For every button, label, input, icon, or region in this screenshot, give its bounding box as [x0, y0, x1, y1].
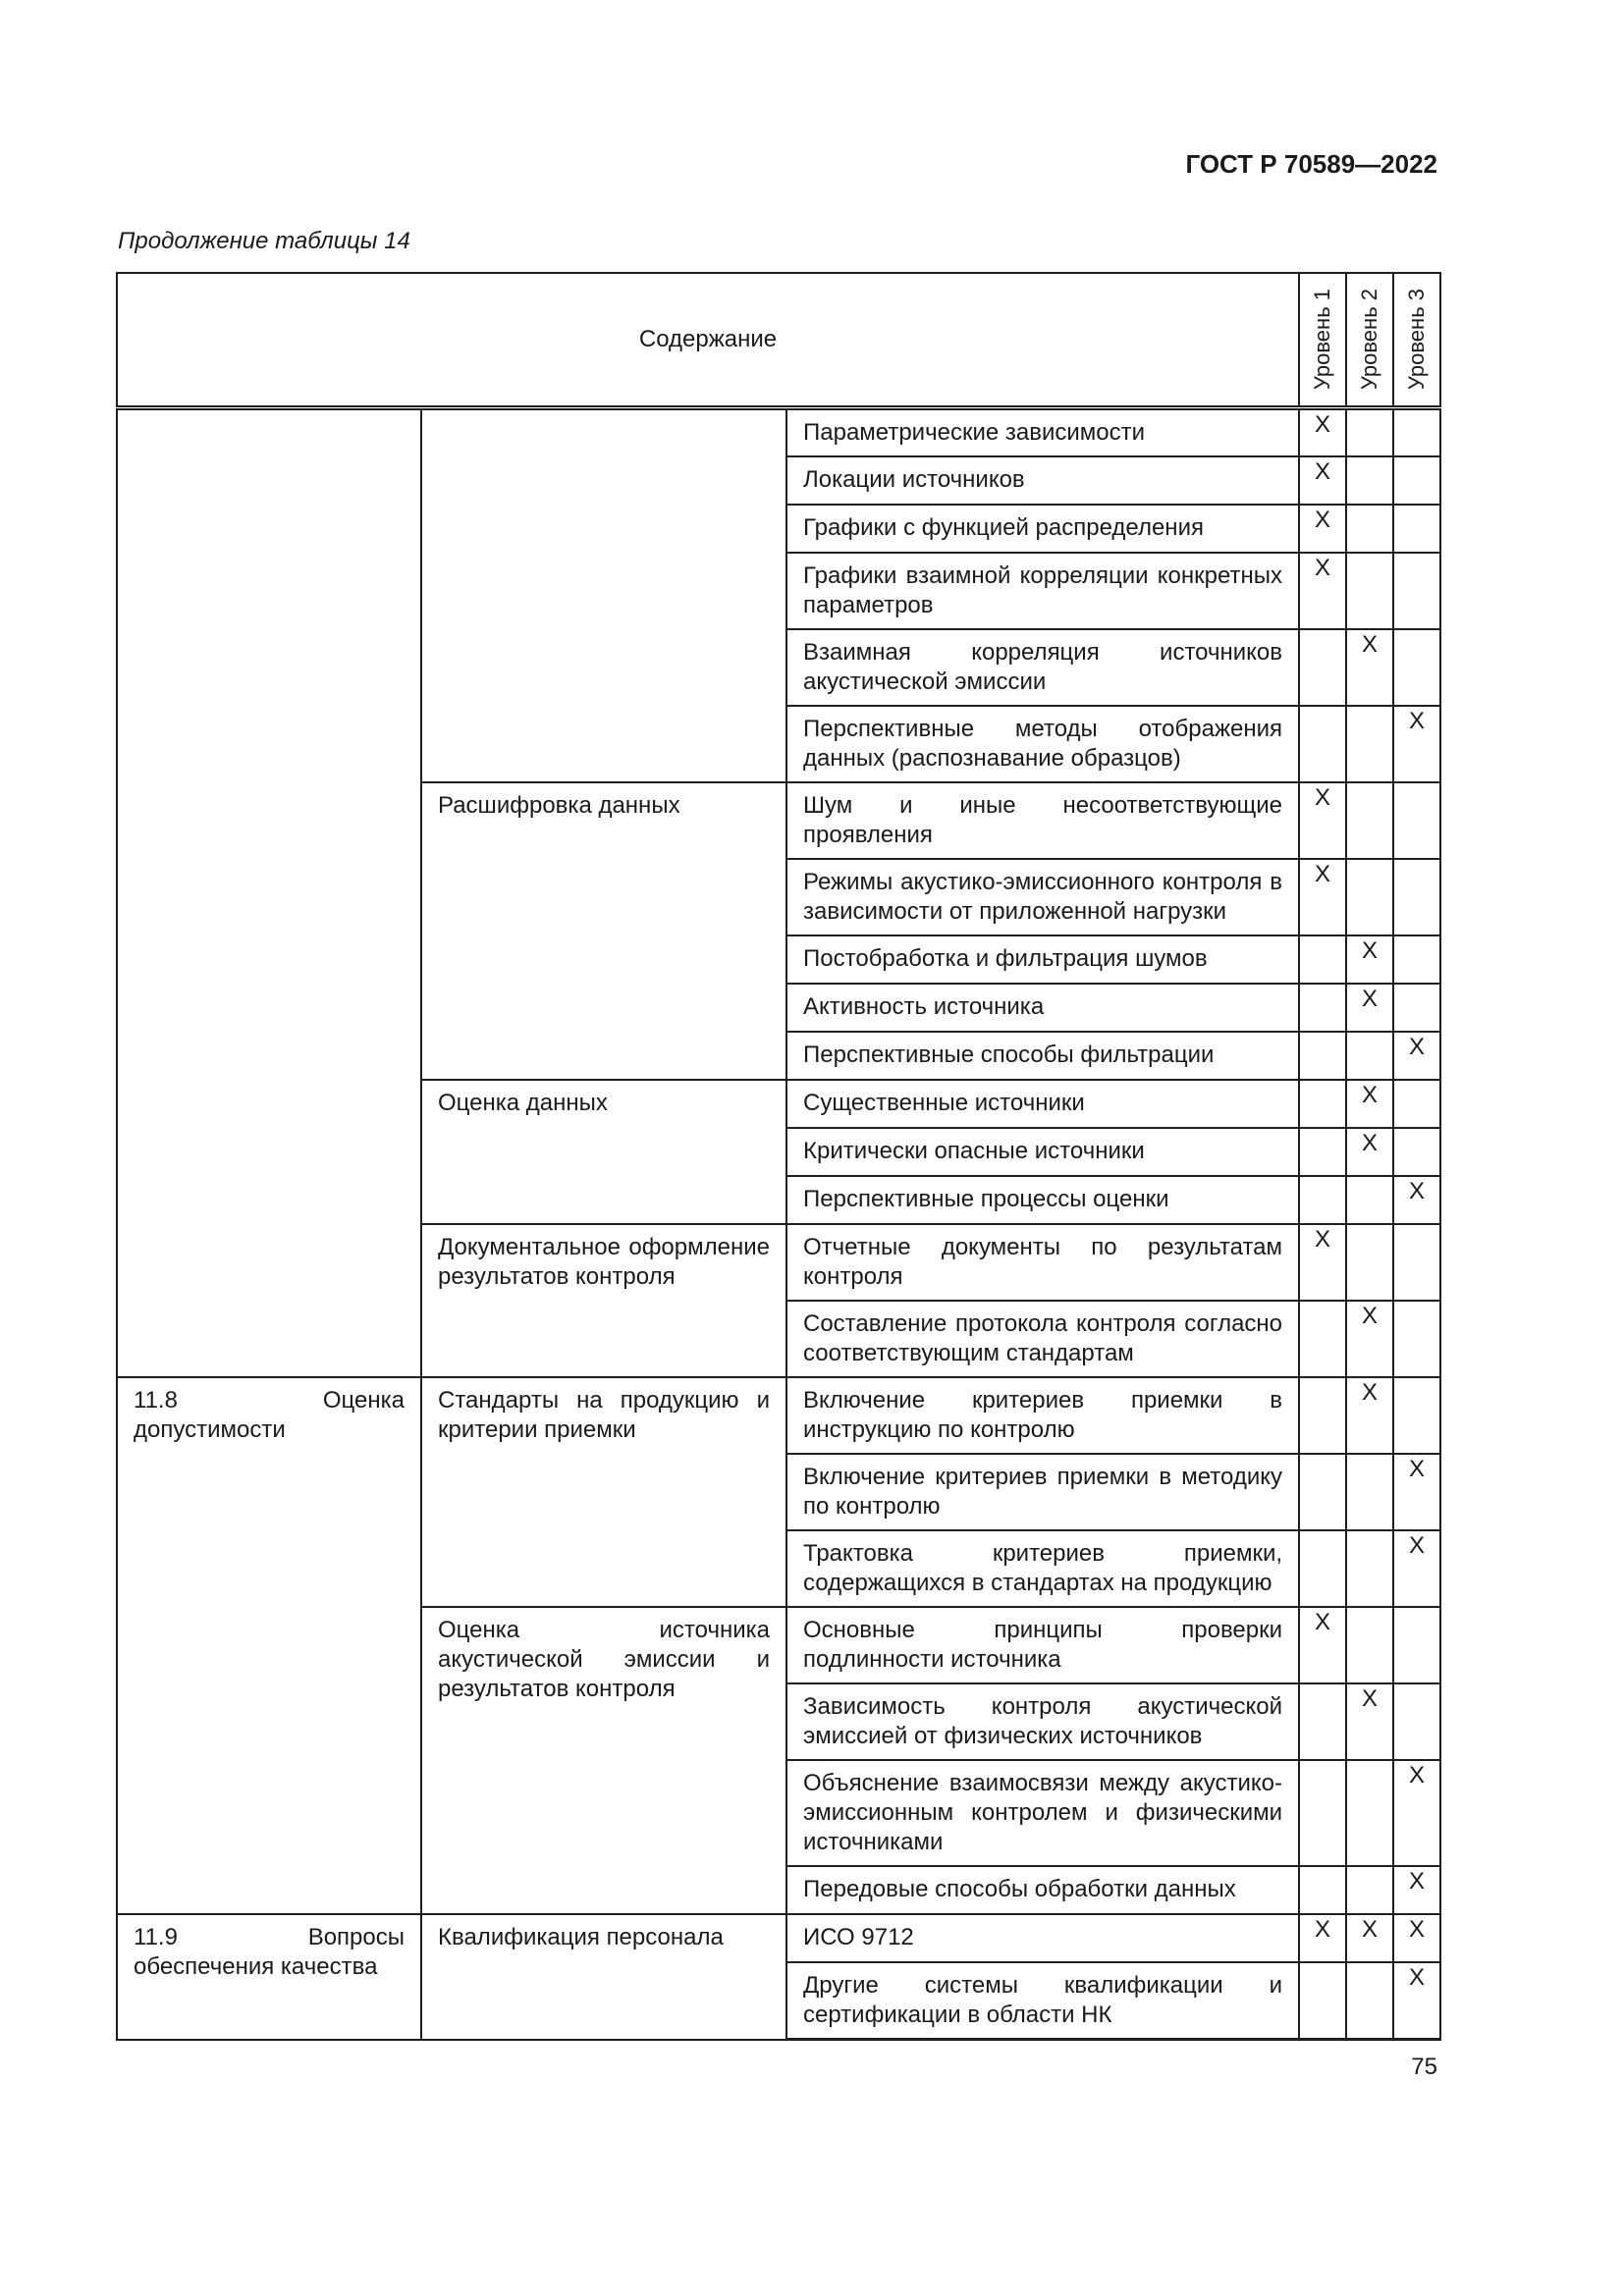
subsection-cell: Документальное оформление результатов контроля: [421, 1224, 786, 1377]
table-row: [117, 408, 1440, 457]
level-1-mark: [1299, 1760, 1346, 1866]
level-2-mark: X: [1346, 1377, 1393, 1454]
level-2-mark: [1346, 505, 1393, 553]
level-3-mark: [1393, 1301, 1440, 1377]
level-1-mark: [1299, 1454, 1346, 1530]
item-cell: Составление протокола контроля согласно соответствующим стандартам: [786, 1301, 1299, 1377]
item-cell: Постобработка и фильтрация шумов: [786, 935, 1299, 984]
level-1-mark: [1299, 1962, 1346, 2040]
level-2-mark: X: [1346, 1301, 1393, 1377]
level-1-mark: X: [1299, 782, 1346, 859]
level-2-mark: [1346, 1866, 1393, 1914]
level-3-mark: [1393, 408, 1440, 457]
level-3-mark: [1393, 629, 1440, 706]
item-cell: Существенные источники: [786, 1080, 1299, 1128]
level-1-label: Уровень 1: [1310, 289, 1335, 391]
level-3-mark: [1393, 859, 1440, 935]
level-2-mark: [1346, 408, 1393, 457]
level-2-mark: [1346, 782, 1393, 859]
level-2-mark: [1346, 1530, 1393, 1607]
item-cell: ИСО 9712: [786, 1914, 1299, 1962]
level-3-label: Уровень 3: [1404, 289, 1430, 391]
level-2-mark: [1346, 1032, 1393, 1080]
level-1-mark: [1299, 1032, 1346, 1080]
level-1-mark: X: [1299, 1914, 1346, 1962]
level-3-mark: [1393, 505, 1440, 553]
level-1-mark: X: [1299, 859, 1346, 935]
level-1-mark: X: [1299, 1607, 1346, 1683]
level-1-mark: [1299, 1377, 1346, 1454]
level-1-mark: [1299, 935, 1346, 984]
item-cell: Критически опасные источники: [786, 1128, 1299, 1176]
level-3-mark: [1393, 1224, 1440, 1301]
level-3-mark: [1393, 456, 1440, 505]
level-1-mark: X: [1299, 408, 1346, 457]
item-cell: Включение критериев приемки в методику по контролю: [786, 1454, 1299, 1530]
item-cell: Взаимная корреляция источников акустической эмиссии: [786, 629, 1299, 706]
item-cell: Перспективные способы фильтрации: [786, 1032, 1299, 1080]
item-cell: Графики взаимной корреляции конкретных параметров: [786, 553, 1299, 629]
level-3-mark: [1393, 984, 1440, 1032]
level-3-mark: X: [1393, 706, 1440, 782]
level-2-mark: X: [1346, 629, 1393, 706]
level-2-mark: [1346, 1962, 1393, 2040]
level-1-mark: [1299, 1080, 1346, 1128]
level-2-mark: [1346, 1176, 1393, 1224]
section-cell: 11.8 Оценка допустимости: [117, 1377, 421, 1914]
header-content: Содержание: [117, 273, 1299, 408]
level-3-mark: [1393, 1377, 1440, 1454]
subsection-cell: Расшифровка данных: [421, 782, 786, 1080]
level-2-mark: [1346, 1607, 1393, 1683]
subsection-cell: Стандарты на продукцию и критерии приемки: [421, 1377, 786, 1607]
level-3-mark: X: [1393, 1962, 1440, 2040]
level-3-mark: [1393, 1607, 1440, 1683]
level-3-mark: [1393, 1080, 1440, 1128]
level-2-mark: [1346, 456, 1393, 505]
document-code: ГОСТ Р 70589—2022: [1185, 149, 1437, 179]
subsection-cell: Оценка данных: [421, 1080, 786, 1224]
level-1-mark: [1299, 1176, 1346, 1224]
subsection-cell-empty: [421, 408, 786, 783]
level-3-mark: X: [1393, 1530, 1440, 1607]
level-3-mark: [1393, 1128, 1440, 1176]
item-cell: Параметрические зависимости: [786, 408, 1299, 457]
level-3-mark: X: [1393, 1176, 1440, 1224]
level-2-mark: X: [1346, 984, 1393, 1032]
header-level-1: [1299, 273, 1346, 408]
item-cell: Зависимость контроля акустической эмиссией от физических источников: [786, 1683, 1299, 1760]
level-3-mark: [1393, 553, 1440, 629]
section-cell: 11.9 Вопросы обеспечения качества: [117, 1914, 421, 2040]
level-2-mark: [1346, 1454, 1393, 1530]
item-cell: Включение критериев приемки в инструкцию по контролю: [786, 1377, 1299, 1454]
level-2-mark: [1346, 859, 1393, 935]
item-cell: Перспективные методы отображения данных (распознавание образцов): [786, 706, 1299, 782]
level-3-mark: [1393, 1683, 1440, 1760]
level-1-mark: X: [1299, 1224, 1346, 1301]
level-1-mark: [1299, 1128, 1346, 1176]
level-3-mark: X: [1393, 1032, 1440, 1080]
level-1-mark: [1299, 1683, 1346, 1760]
table-header-row: [117, 273, 1440, 408]
item-cell: Другие системы квалификации и сертификации в области НК: [786, 1962, 1299, 2040]
level-3-mark: [1393, 935, 1440, 984]
level-1-mark: [1299, 706, 1346, 782]
item-cell: Режимы акустико-эмиссионного контроля в зависимости от приложенной нагрузки: [786, 859, 1299, 935]
level-2-mark: X: [1346, 1683, 1393, 1760]
table-row: [117, 1914, 1440, 1962]
level-2-mark: X: [1346, 935, 1393, 984]
item-cell: Графики с функцией распределения: [786, 505, 1299, 553]
header-level-2: [1346, 273, 1393, 408]
level-3-mark: X: [1393, 1914, 1440, 1962]
item-cell: Объяснение взаимосвязи между акустико-эмиссионным контролем и физическими источниками: [786, 1760, 1299, 1866]
page-number: 75: [1411, 2054, 1437, 2080]
level-2-mark: [1346, 553, 1393, 629]
level-1-mark: [1299, 984, 1346, 1032]
item-cell: Шум и иные несоответствующие проявления: [786, 782, 1299, 859]
level-2-mark: X: [1346, 1914, 1393, 1962]
item-cell: Основные принципы проверки подлинности источника: [786, 1607, 1299, 1683]
level-2-mark: X: [1346, 1128, 1393, 1176]
level-3-mark: [1393, 782, 1440, 859]
item-cell: Передовые способы обработки данных: [786, 1866, 1299, 1914]
level-1-mark: X: [1299, 553, 1346, 629]
header-level-3: [1393, 273, 1440, 408]
table-row: [117, 1377, 1440, 1454]
level-1-mark: [1299, 1866, 1346, 1914]
item-cell: Трактовка критериев приемки, содержащихся в стандартах на продукцию: [786, 1530, 1299, 1607]
level-1-mark: [1299, 629, 1346, 706]
level-3-mark: X: [1393, 1760, 1440, 1866]
level-1-mark: [1299, 1530, 1346, 1607]
level-2-mark: [1346, 706, 1393, 782]
level-2-mark: [1346, 1224, 1393, 1301]
level-3-mark: X: [1393, 1866, 1440, 1914]
item-cell: Активность источника: [786, 984, 1299, 1032]
level-2-label: Уровень 2: [1357, 289, 1382, 391]
subsection-cell: Оценка источника акустической эмиссии и результатов контроля: [421, 1607, 786, 1914]
level-1-mark: [1299, 1301, 1346, 1377]
item-cell: Локации источников: [786, 456, 1299, 505]
level-3-mark: X: [1393, 1454, 1440, 1530]
subsection-cell: Квалификация персонала: [421, 1914, 786, 2040]
item-cell: Отчетные документы по результатам контроля: [786, 1224, 1299, 1301]
level-1-mark: X: [1299, 505, 1346, 553]
section-cell-empty: [117, 408, 421, 1378]
content-levels-table: [116, 272, 1441, 2041]
level-1-mark: X: [1299, 456, 1346, 505]
item-cell: Перспективные процессы оценки: [786, 1176, 1299, 1224]
level-2-mark: [1346, 1760, 1393, 1866]
level-2-mark: X: [1346, 1080, 1393, 1128]
table-continuation-caption: Продолжение таблицы 14: [118, 228, 410, 254]
